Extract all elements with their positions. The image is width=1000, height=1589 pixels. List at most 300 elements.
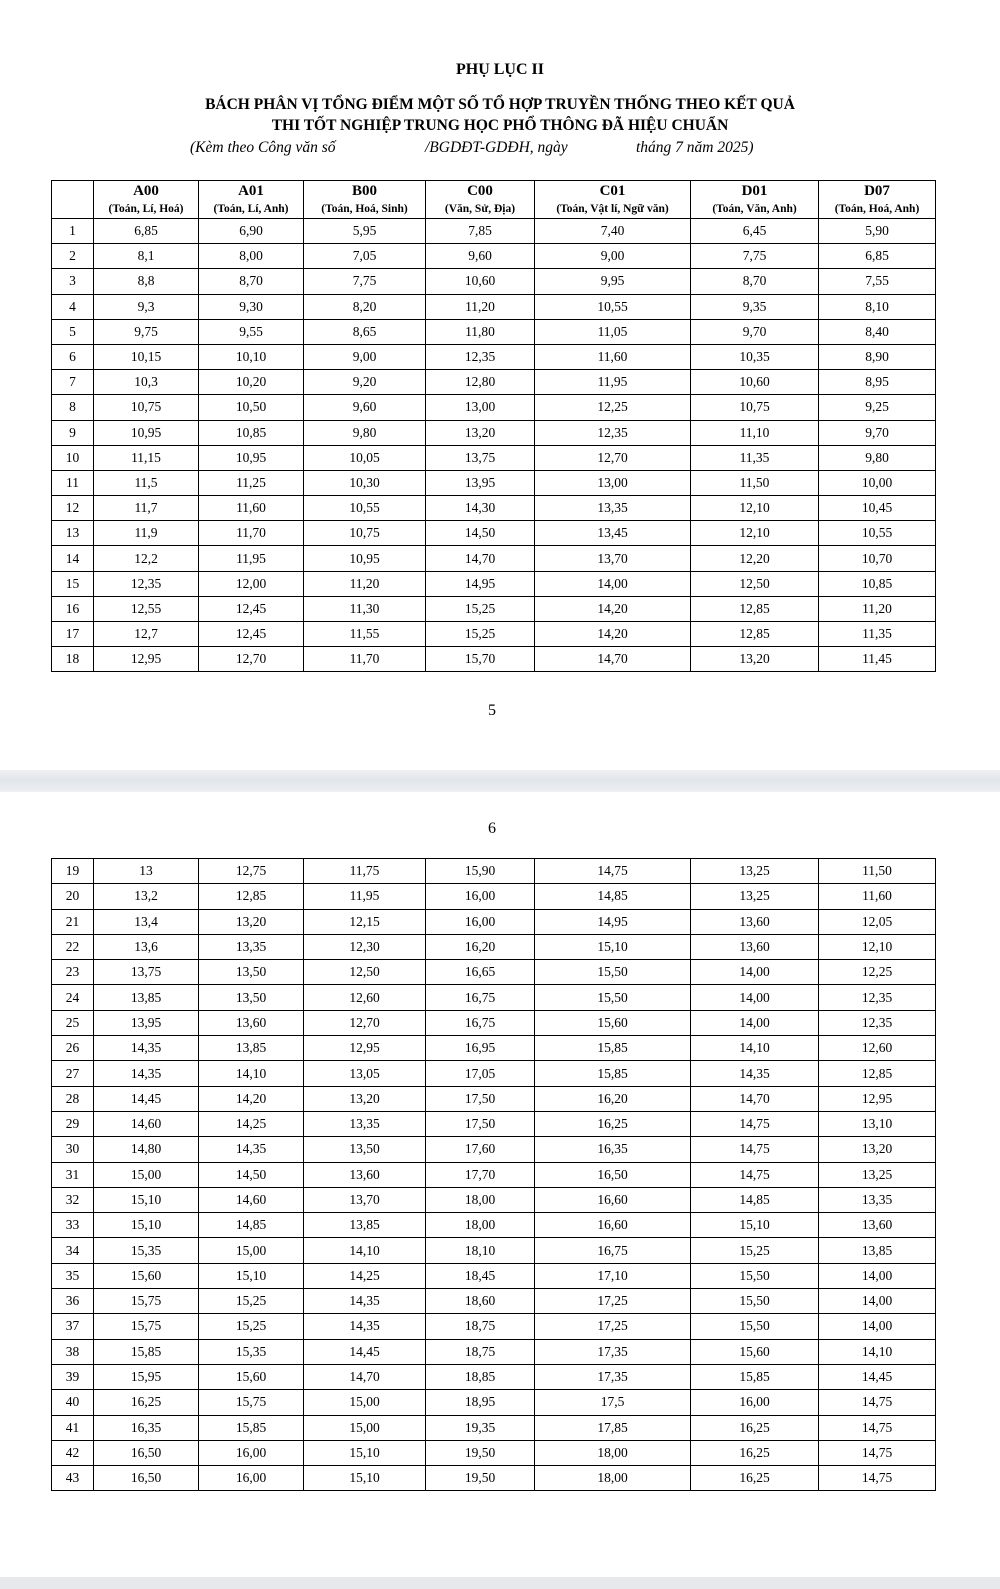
percentile-cell: 4: [52, 294, 94, 319]
score-cell: 13,35: [819, 1187, 936, 1212]
score-cell: 19,50: [426, 1466, 535, 1491]
score-cell: 13,60: [691, 909, 819, 934]
score-cell: 12,45: [199, 622, 304, 647]
table-row: [52, 1390, 936, 1415]
score-cell: 16,60: [535, 1187, 691, 1212]
score-cell: 19,35: [426, 1415, 535, 1440]
score-cell: 15,60: [691, 1339, 819, 1364]
score-cell: 10,55: [535, 294, 691, 319]
percentile-cell: 7: [52, 370, 94, 395]
score-cell: 14,30: [426, 496, 535, 521]
header-cell-a00: A00 (Toán, Lí, Hoá): [94, 181, 199, 219]
header-cell-a01: A01 (Toán, Lí, Anh): [199, 181, 304, 219]
score-cell: 8,70: [691, 269, 819, 294]
score-cell: 12,20: [691, 546, 819, 571]
score-cell: 8,1: [94, 244, 199, 269]
table-row: [52, 219, 936, 244]
score-cell: 15,50: [691, 1263, 819, 1288]
score-cell: 16,25: [94, 1390, 199, 1415]
score-cell: 13,20: [304, 1086, 426, 1111]
score-cell: 17,50: [426, 1111, 535, 1136]
score-cell: 11,30: [304, 596, 426, 621]
score-cell: 13,50: [304, 1137, 426, 1162]
score-cell: 14,75: [535, 859, 691, 884]
score-cell: 16,35: [94, 1415, 199, 1440]
score-cell: 17,05: [426, 1061, 535, 1086]
score-cell: 14,80: [94, 1137, 199, 1162]
score-cell: 16,50: [94, 1440, 199, 1465]
percentile-cell: 36: [52, 1289, 94, 1314]
score-cell: 13,25: [691, 884, 819, 909]
score-cell: 12,00: [199, 571, 304, 596]
score-cell: 18,10: [426, 1238, 535, 1263]
table-row: [52, 596, 936, 621]
score-cell: 9,75: [94, 319, 199, 344]
table-row: [52, 1137, 936, 1162]
table-row: [52, 571, 936, 596]
score-cell: 13,35: [535, 496, 691, 521]
percentile-cell: 40: [52, 1390, 94, 1415]
table-row: [52, 445, 936, 470]
score-cell: 12,50: [691, 571, 819, 596]
score-cell: 11,7: [94, 496, 199, 521]
score-cell: 18,75: [426, 1339, 535, 1364]
score-cell: 9,80: [819, 445, 936, 470]
score-cell: 13: [94, 859, 199, 884]
score-cell: 7,55: [819, 269, 936, 294]
subtitle-part-3: tháng 7 năm 2025): [636, 139, 754, 156]
percentile-cell: 25: [52, 1010, 94, 1035]
score-cell: 13,60: [199, 1010, 304, 1035]
score-cell: 13,85: [304, 1213, 426, 1238]
score-cell: 14,95: [535, 909, 691, 934]
percentile-cell: 27: [52, 1061, 94, 1086]
score-cell: 12,35: [94, 571, 199, 596]
score-cell: 12,80: [426, 370, 535, 395]
score-cell: 7,85: [426, 219, 535, 244]
score-cell: 13,25: [819, 1162, 936, 1187]
score-cell: 12,30: [304, 934, 426, 959]
table-row: [52, 470, 936, 495]
percentile-cell: 8: [52, 395, 94, 420]
score-cell: 15,10: [304, 1440, 426, 1465]
percentile-cell: 30: [52, 1137, 94, 1162]
score-cell: 14,75: [819, 1390, 936, 1415]
table-row: [52, 496, 936, 521]
score-cell: 14,60: [199, 1187, 304, 1212]
score-cell: 16,00: [199, 1440, 304, 1465]
score-cell: 12,35: [426, 344, 535, 369]
score-cell: 16,75: [426, 985, 535, 1010]
score-cell: 10,05: [304, 445, 426, 470]
score-cell: 13,00: [426, 395, 535, 420]
score-cell: 11,9: [94, 521, 199, 546]
score-cell: 6,85: [819, 244, 936, 269]
score-cell: 14,00: [691, 985, 819, 1010]
score-cell: 13,50: [199, 985, 304, 1010]
score-cell: 12,85: [199, 884, 304, 909]
score-cell: 11,60: [535, 344, 691, 369]
percentile-cell: 29: [52, 1111, 94, 1136]
table-row: [52, 521, 936, 546]
score-cell: 14,00: [691, 1010, 819, 1035]
percentile-cell: 19: [52, 859, 94, 884]
percentile-cell: 31: [52, 1162, 94, 1187]
percentile-cell: 1: [52, 219, 94, 244]
percentile-cell: 35: [52, 1263, 94, 1288]
score-cell: 15,95: [94, 1364, 199, 1389]
score-cell: 17,35: [535, 1364, 691, 1389]
score-cell: 12,85: [691, 622, 819, 647]
score-cell: 9,20: [304, 370, 426, 395]
score-cell: 8,10: [819, 294, 936, 319]
score-cell: 13,20: [426, 420, 535, 445]
score-cell: 17,35: [535, 1339, 691, 1364]
score-cell: 15,60: [199, 1364, 304, 1389]
score-cell: 15,60: [535, 1010, 691, 1035]
table-row: [52, 1440, 936, 1465]
score-cell: 11,20: [426, 294, 535, 319]
score-cell: 11,60: [199, 496, 304, 521]
percentile-cell: 2: [52, 244, 94, 269]
score-cell: 16,25: [691, 1466, 819, 1491]
subtitle-part-2: /BGDĐT-GDĐH, ngày: [425, 139, 568, 156]
table-row: [52, 319, 936, 344]
score-cell: 15,10: [304, 1466, 426, 1491]
score-cell: 16,00: [426, 909, 535, 934]
score-cell: 14,75: [691, 1111, 819, 1136]
score-cell: 14,20: [535, 622, 691, 647]
score-cell: 10,35: [691, 344, 819, 369]
score-cell: 9,70: [819, 420, 936, 445]
score-cell: 8,40: [819, 319, 936, 344]
score-cell: 17,25: [535, 1289, 691, 1314]
score-cell: 15,25: [199, 1314, 304, 1339]
score-cell: 11,55: [304, 622, 426, 647]
document-title-line-2: THI TỐT NGHIỆP TRUNG HỌC PHỔ THÔNG ĐÃ HIỆU CHUẨN: [271, 117, 729, 134]
score-cell: 15,35: [94, 1238, 199, 1263]
score-cell: 17,85: [535, 1415, 691, 1440]
score-cell: 15,25: [691, 1238, 819, 1263]
score-cell: 14,35: [691, 1061, 819, 1086]
score-cell: 9,55: [199, 319, 304, 344]
score-cell: 10,60: [691, 370, 819, 395]
score-cell: 13,60: [691, 934, 819, 959]
score-cell: 11,20: [304, 571, 426, 596]
page-bottom-edge: [0, 1577, 1000, 1589]
score-cell: 17,25: [535, 1314, 691, 1339]
score-cell: 17,5: [535, 1390, 691, 1415]
score-cell: 6,45: [691, 219, 819, 244]
score-cell: 10,95: [199, 445, 304, 470]
table-row: [52, 1339, 936, 1364]
score-cell: 13,95: [426, 470, 535, 495]
table-row: [52, 934, 936, 959]
percentile-cell: 26: [52, 1036, 94, 1061]
score-cell: 9,00: [535, 244, 691, 269]
score-cell: 12,70: [304, 1010, 426, 1035]
score-cell: 14,10: [199, 1061, 304, 1086]
score-cell: 12,05: [819, 909, 936, 934]
score-cell: 13,85: [199, 1036, 304, 1061]
score-cell: 11,95: [304, 884, 426, 909]
subtitle-part-1: (Kèm theo Công văn số: [190, 139, 336, 156]
score-cell: 15,85: [691, 1364, 819, 1389]
score-cell: 12,10: [691, 496, 819, 521]
score-cell: 13,05: [304, 1061, 426, 1086]
table-row: [52, 1314, 936, 1339]
page-separator: [0, 770, 1000, 792]
score-cell: 5,95: [304, 219, 426, 244]
score-cell: 13,35: [304, 1111, 426, 1136]
score-cell: 16,60: [535, 1213, 691, 1238]
score-cell: 15,25: [426, 596, 535, 621]
score-cell: 13,60: [819, 1213, 936, 1238]
percentile-cell: 21: [52, 909, 94, 934]
score-cell: 10,45: [819, 496, 936, 521]
score-cell: 14,00: [819, 1289, 936, 1314]
header-cell-b00: B00 (Toán, Hoá, Sinh): [304, 181, 426, 219]
score-cell: 10,95: [304, 546, 426, 571]
score-cell: 14,35: [94, 1036, 199, 1061]
page-number: 5: [488, 702, 496, 719]
score-cell: 15,35: [199, 1339, 304, 1364]
score-cell: 18,95: [426, 1390, 535, 1415]
score-cell: 15,00: [94, 1162, 199, 1187]
percentile-cell: 3: [52, 269, 94, 294]
score-cell: 11,95: [199, 546, 304, 571]
table-row: [52, 1036, 936, 1061]
header-cell-c01: C01 (Toán, Vật lí, Ngữ văn): [535, 181, 691, 219]
score-cell: 9,60: [426, 244, 535, 269]
table-row: [52, 1213, 936, 1238]
score-cell: 8,8: [94, 269, 199, 294]
percentile-cell: 41: [52, 1415, 94, 1440]
score-cell: 13,6: [94, 934, 199, 959]
score-cell: 12,10: [691, 521, 819, 546]
score-cell: 15,50: [691, 1314, 819, 1339]
score-cell: 9,60: [304, 395, 426, 420]
score-cell: 8,90: [819, 344, 936, 369]
score-cell: 18,75: [426, 1314, 535, 1339]
score-cell: 8,20: [304, 294, 426, 319]
score-cell: 6,90: [199, 219, 304, 244]
score-cell: 11,25: [199, 470, 304, 495]
score-cell: 16,25: [535, 1111, 691, 1136]
score-cell: 10,30: [304, 470, 426, 495]
table-row: [52, 244, 936, 269]
score-cell: 13,20: [691, 647, 819, 672]
score-cell: 12,45: [199, 596, 304, 621]
percentile-cell: 39: [52, 1364, 94, 1389]
score-cell: 15,75: [94, 1289, 199, 1314]
score-cell: 8,95: [819, 370, 936, 395]
score-cell: 14,85: [199, 1213, 304, 1238]
score-cell: 9,70: [691, 319, 819, 344]
score-cell: 13,75: [94, 960, 199, 985]
score-cell: 16,00: [691, 1390, 819, 1415]
score-cell: 14,60: [94, 1111, 199, 1136]
score-cell: 11,35: [691, 445, 819, 470]
score-cell: 14,00: [535, 571, 691, 596]
score-cell: 10,75: [304, 521, 426, 546]
table-row: [52, 1364, 936, 1389]
score-cell: 15,25: [426, 622, 535, 647]
score-cell: 9,3: [94, 294, 199, 319]
percentile-cell: 43: [52, 1466, 94, 1491]
table-row: [52, 1010, 936, 1035]
score-cell: 7,75: [691, 244, 819, 269]
score-cell: 10,10: [199, 344, 304, 369]
percentile-cell: 16: [52, 596, 94, 621]
score-cell: 12,35: [535, 420, 691, 445]
score-cell: 14,75: [691, 1137, 819, 1162]
percentile-cell: 34: [52, 1238, 94, 1263]
score-cell: 11,70: [304, 647, 426, 672]
table-row: [52, 1415, 936, 1440]
percentile-cell: 20: [52, 884, 94, 909]
page-number: 6: [488, 820, 496, 837]
score-cell: 14,10: [691, 1036, 819, 1061]
score-cell: 15,85: [94, 1339, 199, 1364]
table-row: [52, 1263, 936, 1288]
table-row: [52, 1238, 936, 1263]
header-cell-c00: C00 (Văn, Sử, Địa): [426, 181, 535, 219]
score-cell: 12,50: [304, 960, 426, 985]
score-cell: 13,70: [304, 1187, 426, 1212]
table-row: [52, 1162, 936, 1187]
percentile-cell: 11: [52, 470, 94, 495]
score-cell: 18,00: [535, 1466, 691, 1491]
score-cell: 11,75: [304, 859, 426, 884]
percentile-cell: 42: [52, 1440, 94, 1465]
header-percentile-cell: [52, 181, 94, 219]
table-row: [52, 1187, 936, 1212]
score-cell: 10,70: [819, 546, 936, 571]
score-cell: 9,30: [199, 294, 304, 319]
score-cell: 14,25: [304, 1263, 426, 1288]
score-cell: 16,50: [94, 1466, 199, 1491]
score-cell: 10,60: [426, 269, 535, 294]
score-cell: 15,75: [94, 1314, 199, 1339]
percentile-cell: 28: [52, 1086, 94, 1111]
score-cell: 13,25: [691, 859, 819, 884]
table-row: [52, 395, 936, 420]
score-cell: 8,70: [199, 269, 304, 294]
score-cell: 16,95: [426, 1036, 535, 1061]
percentile-cell: 38: [52, 1339, 94, 1364]
table-header-row: [52, 181, 936, 219]
score-cell: 12,10: [819, 934, 936, 959]
score-cell: 5,90: [819, 219, 936, 244]
score-cell: 17,50: [426, 1086, 535, 1111]
score-cell: 16,65: [426, 960, 535, 985]
score-cell: 12,15: [304, 909, 426, 934]
score-cell: 13,20: [819, 1137, 936, 1162]
score-cell: 16,00: [199, 1466, 304, 1491]
score-cell: 10,50: [199, 395, 304, 420]
document-page-5: [0, 0, 1000, 770]
score-cell: 14,35: [199, 1137, 304, 1162]
document-title-line-1: BÁCH PHÂN VỊ TỔNG ĐIỂM MỘT SỐ TỔ HỢP TRUYỀN THỐNG THEO KẾT QUẢ: [205, 96, 795, 113]
score-cell: 11,35: [819, 622, 936, 647]
score-cell: 9,25: [819, 395, 936, 420]
table-row: [52, 344, 936, 369]
score-cell: 17,60: [426, 1137, 535, 1162]
score-cell: 16,75: [426, 1010, 535, 1035]
score-cell: 15,85: [199, 1415, 304, 1440]
table-row: [52, 647, 936, 672]
score-cell: 15,00: [304, 1390, 426, 1415]
score-cell: 10,20: [199, 370, 304, 395]
score-cell: 14,50: [426, 521, 535, 546]
score-cell: 14,45: [304, 1339, 426, 1364]
score-cell: 15,10: [199, 1263, 304, 1288]
score-cell: 10,55: [819, 521, 936, 546]
score-cell: 11,50: [691, 470, 819, 495]
score-cell: 14,75: [819, 1415, 936, 1440]
score-cell: 12,85: [819, 1061, 936, 1086]
table-row: [52, 370, 936, 395]
score-cell: 14,45: [94, 1086, 199, 1111]
score-cell: 10,75: [94, 395, 199, 420]
score-cell: 10,85: [819, 571, 936, 596]
score-cell: 19,50: [426, 1440, 535, 1465]
score-cell: 7,40: [535, 219, 691, 244]
percentile-table-page-5: [51, 180, 936, 672]
score-cell: 14,95: [426, 571, 535, 596]
table-row: [52, 1086, 936, 1111]
score-cell: 17,10: [535, 1263, 691, 1288]
score-cell: 16,50: [535, 1162, 691, 1187]
percentile-cell: 37: [52, 1314, 94, 1339]
score-cell: 15,10: [94, 1213, 199, 1238]
score-cell: 12,70: [199, 647, 304, 672]
score-cell: 11,20: [819, 596, 936, 621]
score-cell: 14,70: [304, 1364, 426, 1389]
score-cell: 11,45: [819, 647, 936, 672]
table-row: [52, 985, 936, 1010]
score-cell: 9,80: [304, 420, 426, 445]
percentile-cell: 17: [52, 622, 94, 647]
score-cell: 14,35: [94, 1061, 199, 1086]
score-cell: 12,75: [199, 859, 304, 884]
score-cell: 10,55: [304, 496, 426, 521]
score-cell: 18,45: [426, 1263, 535, 1288]
score-cell: 14,85: [535, 884, 691, 909]
score-cell: 14,70: [691, 1086, 819, 1111]
score-cell: 14,50: [199, 1162, 304, 1187]
score-cell: 10,00: [819, 470, 936, 495]
score-cell: 11,60: [819, 884, 936, 909]
table-row: [52, 859, 936, 884]
score-cell: 11,05: [535, 319, 691, 344]
score-cell: 15,75: [199, 1390, 304, 1415]
score-cell: 13,35: [199, 934, 304, 959]
score-cell: 13,70: [535, 546, 691, 571]
appendix-label: PHỤ LỤC II: [455, 61, 544, 78]
percentile-cell: 14: [52, 546, 94, 571]
score-cell: 14,00: [691, 960, 819, 985]
score-cell: 11,70: [199, 521, 304, 546]
table-row: [52, 884, 936, 909]
score-cell: 11,15: [94, 445, 199, 470]
score-cell: 10,3: [94, 370, 199, 395]
score-cell: 12,95: [94, 647, 199, 672]
score-cell: 15,25: [199, 1289, 304, 1314]
percentile-cell: 33: [52, 1213, 94, 1238]
score-cell: 10,95: [94, 420, 199, 445]
